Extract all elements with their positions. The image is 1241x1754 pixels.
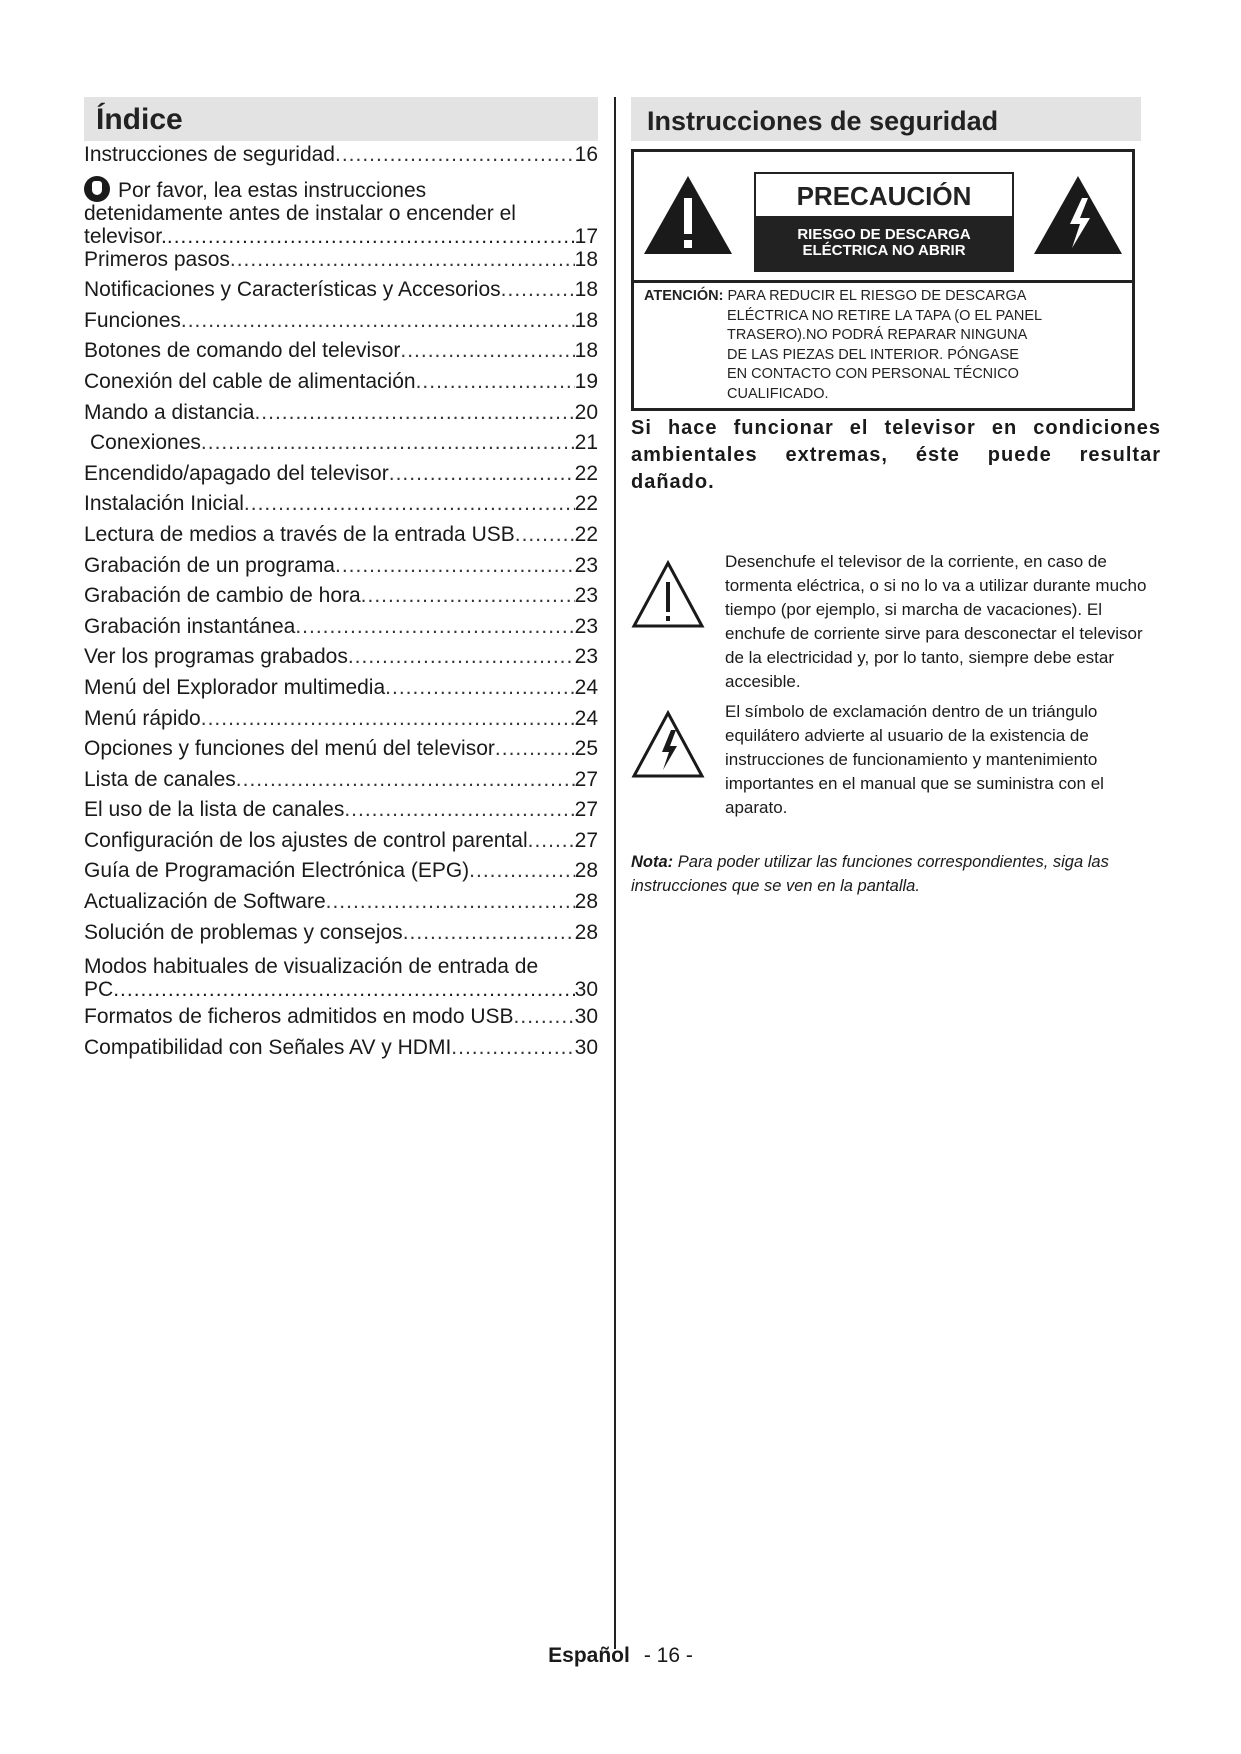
toc-item[interactable]: Grabación de cambio de hora ..... 23 [84,584,598,615]
toc-item[interactable]: Menú rápido ..... 24 [84,707,598,738]
toc-title: Índice [84,97,598,141]
lightning-warning-icon [1032,174,1124,256]
exclamation-outline-icon [631,560,705,630]
toc-item[interactable]: Mando a distancia ..... 20 [84,401,598,432]
toc-column [84,97,598,1066]
toc-item[interactable]: Compatibilidad con Señales AV y HDMI ..... 30 [84,1036,598,1067]
toc-item[interactable]: Menú del Explorador multimedia ..... 24 [84,676,598,707]
toc-item[interactable]: Grabación instantánea ..... 23 [84,615,598,646]
toc-item[interactable]: Formatos de ficheros admitidos en modo USB ..... 30 [84,1005,598,1036]
toc-item[interactable]: Notificaciones y Características y Accesorios ..... 18 [84,278,598,309]
exclamation-warning-icon [642,174,734,256]
note: Nota: Para poder utilizar las funciones correspondientes, siga las instrucciones que se ven en la pantalla. [631,853,1109,895]
extreme-conditions-warning: Si hace funcionar el televisor en condiciones ambientales extremas, éste puede resultar dañado. [631,417,1161,493]
lightning-outline-icon [631,710,705,780]
toc-item[interactable]: El uso de la lista de canales ..... 27 [84,798,598,829]
caution-label [631,149,1135,411]
hand-stop-icon [84,176,110,202]
toc-item[interactable]: Primeros pasos ..... 18 [84,248,598,279]
page-footer: Español - 16 - [548,1644,693,1667]
toc-item[interactable]: Opciones y funciones del menú del televisor ..... 25 [84,737,598,768]
toc-item[interactable]: Grabación de un programa ..... 23 [84,554,598,585]
toc-item[interactable]: Instrucciones de seguridad ..... 16 [84,143,598,174]
safety-column [631,97,1161,898]
toc-item[interactable]: Lectura de medios a través de la entrada USB ..... 22 [84,523,598,554]
toc-item[interactable]: Lista de canales ..... 27 [84,768,598,799]
toc-item[interactable]: Ver los programas grabados ..... 23 [84,645,598,676]
unplug-warning: Desenchufe el televisor de la corriente, en caso de tormenta eléctrica, o si no lo va a utilizar durante mucho tiempo (por ejemplo, si marcha de vacaciones). El enchufe de corriente sirve para desconectar el televisor de la electricidad y, por lo tanto, siempre debe estar accesible. [631,550,1161,694]
toc-item[interactable]: Botones de comando del televisor ..... 18 [84,339,598,370]
toc-item[interactable]: Actualización de Software ..... 28 [84,890,598,921]
toc-item[interactable]: Guía de Programación Electrónica (EPG) ..... 28 [84,859,598,890]
toc-item[interactable]: Instalación Inicial ..... 22 [84,492,598,523]
attention-text: ATENCIÓN: PARA REDUCIR EL RIESGO DE DESCARGA ELÉCTRICA NO RETIRE LA TAPA (O EL PANEL TRASERO).NO PODRÁ REPARAR NINGUNA DE LAS PIEZAS DEL INTERIOR. PÓNGASE EN CONTACTO CON PERSONAL TÉCNICO CUALIFICADO. [644,288,1043,402]
exclamation-symbol-info: El símbolo de exclamación dentro de un triángulo equilátero advierte al usuario de la existencia de instrucciones de funcionamiento y mantenimiento importantes en el manual que se suministra con el aparato. [631,700,1161,820]
toc-item[interactable]: Conexiones ..... 21 [84,431,598,462]
toc-item[interactable]: Solución de problemas y consejos ..... 28 [84,921,598,952]
toc-item[interactable]: Modos habituales de visualización de entrada de PC ..... 30 [84,955,598,1001]
column-divider [614,97,616,1649]
toc-item[interactable]: Por favor, lea estas instrucciones detenidamente antes de instalar o encender el televisor. ..... 17 [84,176,598,248]
toc-item[interactable]: Encendido/apagado del televisor ..... 22 [84,462,598,493]
toc-list [84,143,598,1066]
toc-item[interactable]: Funciones ..... 18 [84,309,598,340]
caution-panel: PRECAUCIÓN RIESGO DE DESCARGA ELÉCTRICA NO ABRIR [754,172,1014,272]
toc-item[interactable]: Configuración de los ajustes de control parental ..... 27 [84,829,598,860]
toc-item[interactable]: Conexión del cable de alimentación ..... 19 [84,370,598,401]
safety-title: Instrucciones de seguridad [631,97,1141,141]
